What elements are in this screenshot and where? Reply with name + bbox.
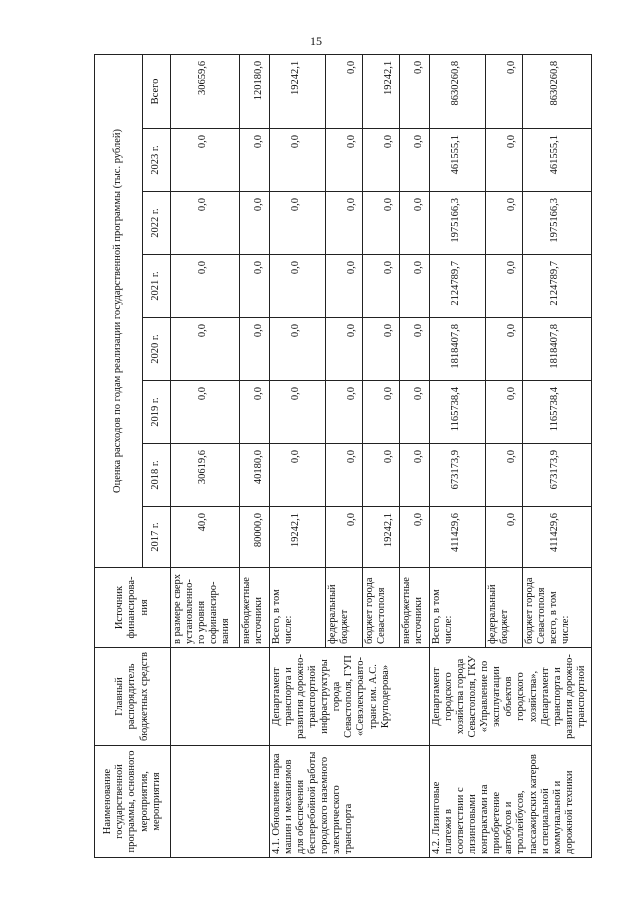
value-cell: 0,0 (171, 255, 240, 318)
activity-4-1-responsible (270, 648, 430, 746)
value-cell: 0,0 (486, 507, 523, 568)
value-cell: 0,0 (486, 255, 523, 318)
value-cell: 1165738,4 (523, 381, 592, 444)
value-cell: 0,0 (486, 444, 523, 507)
header-year-2022: 2022 г. (143, 192, 171, 255)
value-cell: 0,0 (400, 192, 430, 255)
value-cell: 0,0 (171, 192, 240, 255)
empty-name-cell (171, 746, 270, 858)
source-cell: Всего, в том числе: (430, 568, 486, 648)
source-cell: бюджет города Севастополя (363, 568, 400, 648)
empty-responsible-cell (171, 648, 270, 746)
value-cell: 0,0 (363, 129, 400, 192)
value-cell: 411429,6 (430, 507, 486, 568)
header-year-2017: 2017 г. (143, 507, 171, 568)
value-cell: 8630260,8 (523, 54, 592, 128)
header-year-2020: 2020 г. (143, 318, 171, 381)
value-cell: 19242,1 (270, 54, 326, 128)
value-cell: 0,0 (270, 192, 326, 255)
header-estimate: Оценка расходов по годам реализации государственной программы (тыс. рублей) (95, 54, 143, 567)
responsible-text: Департамент транспорта и развития дорожно-транспортной инфраструктуры города Севастополя, ГУП «Севэлектроавто-транс им. А.С. Круподерова» (271, 654, 391, 739)
value-cell: 0,0 (240, 192, 270, 255)
value-cell: 0,0 (270, 381, 326, 444)
header-responsible: Главный распорядитель бюджетных средств (95, 648, 171, 746)
table-row (430, 54, 486, 857)
value-cell: 0,0 (400, 507, 430, 568)
value-cell: 0,0 (240, 255, 270, 318)
rotated-budget-table (94, 55, 591, 858)
value-cell: 461555,1 (523, 129, 592, 192)
value-cell: 0,0 (270, 255, 326, 318)
value-cell: 0,0 (400, 255, 430, 318)
source-cell: внебюджетные источники (240, 568, 270, 648)
value-cell: 0,0 (240, 129, 270, 192)
header-year-2023: 2023 г. (143, 129, 171, 192)
value-cell: 0,0 (240, 318, 270, 381)
value-cell: 2124789,7 (523, 255, 592, 318)
value-cell: 0,0 (270, 318, 326, 381)
value-cell: 0,0 (400, 129, 430, 192)
source-cell: бюджет города Севастополя всего, в том числе: (523, 568, 592, 648)
value-cell: 0,0 (400, 318, 430, 381)
activity-4-2-name: 4.2. Лизинговые платежи в соответствии с лизинговыми контрактами на приобретение автобусов и троллейбусов, пассажирских катеров и специальной коммунальной и дорожной техники (430, 746, 592, 858)
value-cell: 0,0 (486, 129, 523, 192)
header-source: Источник финансирова-ния (95, 568, 171, 648)
value-cell: 0,0 (240, 381, 270, 444)
value-cell: 461555,1 (430, 129, 486, 192)
value-cell: 0,0 (326, 444, 363, 507)
budget-table (94, 54, 592, 858)
value-cell: 0,0 (400, 54, 430, 128)
value-cell: 0,0 (363, 318, 400, 381)
table-row (171, 54, 240, 857)
table-row (270, 54, 326, 857)
value-cell: 0,0 (400, 444, 430, 507)
header-name: Наименование государственной программы, основного мероприятия, мероприятия (95, 746, 171, 858)
value-cell: 0,0 (270, 444, 326, 507)
header-year-2018: 2018 г. (143, 444, 171, 507)
source-cell: в размере сверх установленно-го уровня софинансиро-вания (171, 568, 240, 648)
value-cell: 0,0 (326, 507, 363, 568)
value-cell: 19242,1 (363, 54, 400, 128)
value-cell: 19242,1 (270, 507, 326, 568)
value-cell: 0,0 (363, 381, 400, 444)
value-cell: 0,0 (486, 381, 523, 444)
value-cell: 2124789,7 (430, 255, 486, 318)
activity-4-2-responsible: Департамент городского хозяйства города Севастополя, ГКУ «Управление по эксплуатации объектов городского хозяйства», Департамент транспорта и развития дорожно-транспортной (430, 648, 592, 746)
value-cell: 0,0 (171, 129, 240, 192)
value-cell: 0,0 (326, 54, 363, 128)
value-cell: 30619,6 (171, 444, 240, 507)
activity-4-1-name: 4.1. Обновление парка машин и механизмов для обеспечения бесперебойной работы городского наземного электрического транспорта (270, 746, 430, 858)
value-cell: 0,0 (486, 192, 523, 255)
value-cell: 1818407,8 (430, 318, 486, 381)
value-cell: 673173,9 (430, 444, 486, 507)
value-cell: 0,0 (400, 381, 430, 444)
value-cell: 40,0 (171, 507, 240, 568)
header-year-2019: 2019 г. (143, 381, 171, 444)
value-cell: 0,0 (363, 255, 400, 318)
source-cell: федеральный бюджет (326, 568, 363, 648)
value-cell: 0,0 (326, 255, 363, 318)
value-cell: 1975166,3 (430, 192, 486, 255)
value-cell: 30659,6 (171, 54, 240, 128)
value-cell: 0,0 (363, 192, 400, 255)
value-cell: 80000,0 (240, 507, 270, 568)
value-cell: 0,0 (326, 318, 363, 381)
value-cell: 0,0 (486, 54, 523, 128)
value-cell: 1975166,3 (523, 192, 592, 255)
source-cell: федеральный бюджет (486, 568, 523, 648)
value-cell: 0,0 (363, 444, 400, 507)
value-cell: 0,0 (326, 129, 363, 192)
value-cell: 0,0 (486, 318, 523, 381)
value-cell: 120180,0 (240, 54, 270, 128)
value-cell: 0,0 (326, 381, 363, 444)
value-cell: 0,0 (171, 381, 240, 444)
value-cell: 0,0 (171, 318, 240, 381)
value-cell: 19242,1 (363, 507, 400, 568)
value-cell: 1165738,4 (430, 381, 486, 444)
value-cell: 8630260,8 (430, 54, 486, 128)
value-cell: 411429,6 (523, 507, 592, 568)
value-cell: 40180,0 (240, 444, 270, 507)
source-cell: внебюджетные источники (400, 568, 430, 648)
value-cell: 0,0 (326, 192, 363, 255)
source-cell: Всего, в том числе: (270, 568, 326, 648)
header-total: Всего (143, 54, 171, 128)
value-cell: 673173,9 (523, 444, 592, 507)
page-number: 15 (310, 34, 322, 48)
value-cell: 1818407,8 (523, 318, 592, 381)
header-year-2021: 2021 г. (143, 255, 171, 318)
value-cell: 0,0 (270, 129, 326, 192)
